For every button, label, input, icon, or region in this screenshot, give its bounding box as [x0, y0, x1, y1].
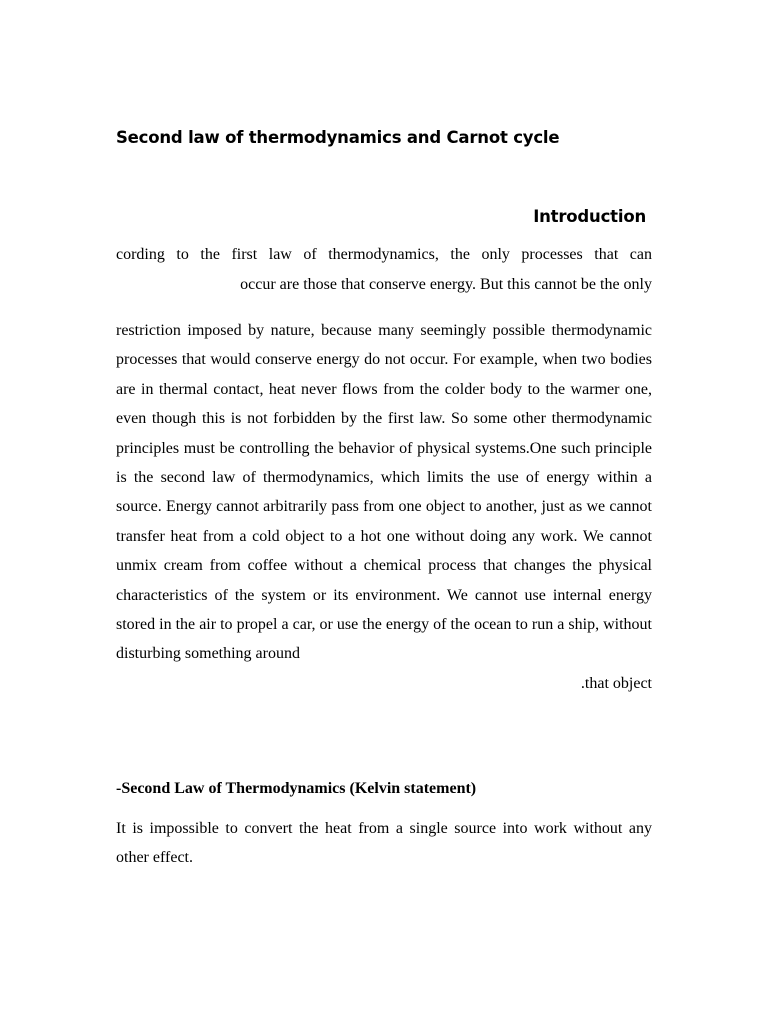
introduction-heading: Introduction — [533, 207, 646, 226]
intro-paragraph-body: restriction imposed by nature, because many seemingly possible thermodynamic processes that would conserve energy do not occur. For example, when two bodies are in thermal contact, heat never flows from the colder body to the warmer one, even though this is not forbidden by the first law. So some other thermodynamic principles must be controlling the behavior of physical systems.One such principle is the second law of thermodynamics, which limits the use of energy within a source. Energy cannot arbitrarily pass from one object to another, just as we cannot transfer heat from a cold object to a hot one without doing any work. We cannot unmix cream from coffee without a chemical process that changes the physical characteristics of the system or its environment. We cannot use internal energy stored in the air to propel a car, or use the energy of the ocean to run a ship, without disturbing something around — [116, 322, 652, 663]
intro-line-1: cording to the first law of thermodynamics, the only processes that can — [116, 246, 652, 263]
document-title: Second law of thermodynamics and Carnot cycle — [116, 128, 560, 147]
kelvin-statement-text: It is impossible to convert the heat from a single source into work without any other effect. — [116, 820, 652, 866]
intro-paragraph — [116, 316, 652, 698]
kelvin-statement-heading: -Second Law of Thermodynamics (Kelvin statement) — [116, 780, 477, 797]
intro-line-2: occur are those that conserve energy. But this cannot be the only — [240, 276, 652, 293]
intro-paragraph-last-line: .that object — [580, 674, 652, 692]
